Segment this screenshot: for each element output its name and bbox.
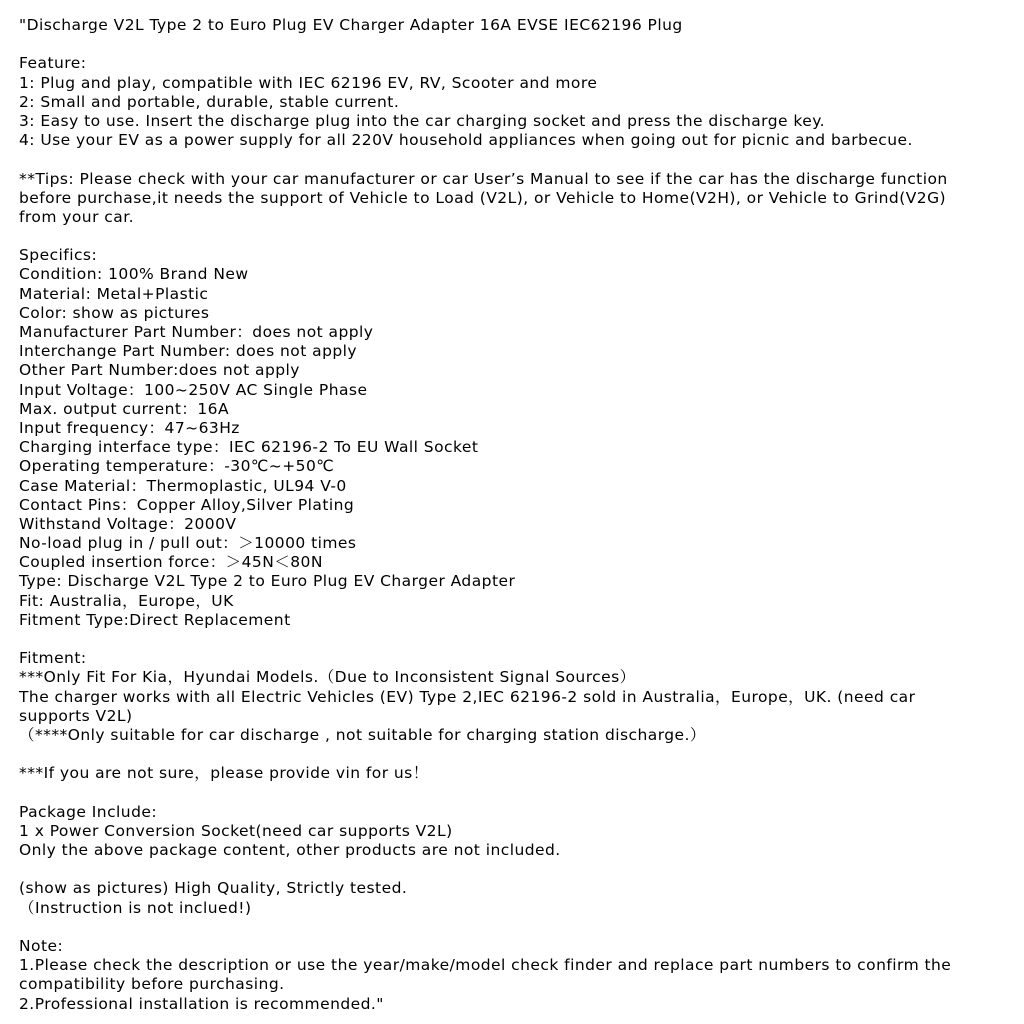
tips-line: before purchase,it needs the support of Vehicle to Load (V2L), or Vehicle to Home(V2H), or Vehicle to Grind(V2G) [19, 188, 947, 207]
package-heading: Package Include: [19, 802, 158, 821]
spacer [19, 784, 1009, 803]
spacer [19, 918, 1009, 937]
product-description [19, 16, 1009, 1014]
spacer [19, 150, 1009, 169]
fitment-line: The charger works with all Electric Vehicles (EV) Type 2,IEC 62196-2 sold in Australia，Europe，UK. (need car [19, 687, 916, 706]
fitment-line: supports V2L) [19, 706, 133, 725]
feature-heading: Feature: [19, 54, 87, 73]
package-line: Only the above package content, other products are not included. [19, 841, 561, 860]
spec-item: Color: show as pictures [19, 303, 210, 322]
feature-item: 1: Plug and play, compatible with IEC 62196 EV, RV, Scooter and more [19, 73, 598, 92]
spec-item: Coupled insertion force：＞45N＜80N [19, 553, 323, 572]
spec-item: Input Voltage：100~250V AC Single Phase [19, 380, 368, 399]
spec-item: Operating temperature：-30℃~+50℃ [19, 457, 335, 476]
spec-item: Charging interface type：IEC 62196-2 To EU Wall Socket [19, 438, 479, 457]
spec-item: Manufacturer Part Number：does not apply [19, 323, 374, 341]
note-line: 2.Professional installation is recommended." [19, 994, 384, 1013]
note-line: 1.Please check the description or use the year/make/model check finder and replace part numbers to confirm the [19, 956, 952, 975]
spec-item: Type: Discharge V2L Type 2 to Euro Plug EV Charger Adapter [19, 572, 516, 591]
product-title: "Discharge V2L Type 2 to Euro Plug EV Charger Adapter 16A EVSE IEC62196 Plug [19, 16, 683, 34]
spec-item: Max. output current：16A [19, 399, 230, 418]
spacer [19, 630, 1009, 649]
spec-item: No-load plug in / pull out：＞10000 times [19, 534, 357, 553]
spec-item: Material: Metal+Plastic [19, 284, 209, 303]
spec-item: Fit: Australia，Europe，UK [19, 591, 234, 610]
fitment-line: （****Only suitable for car discharge , not suitable for charging station discharge.） [19, 725, 706, 744]
specifics-heading: Specifics: [19, 246, 98, 265]
package-line: 1 x Power Conversion Socket(need car supports V2L) [19, 821, 453, 840]
fitment-line: ***Only Fit For Kia，Hyundai Models.（Due to Inconsistent Signal Sources） [19, 668, 636, 687]
note-heading: Note: [19, 937, 64, 955]
quality-line: （Instruction is not inclued!) [19, 898, 252, 917]
vin-note: ***If you are not sure，please provide vin for us！ [19, 764, 429, 783]
feature-item: 4: Use your EV as a power supply for all 220V household appliances when going out for picnic and barbecue. [19, 131, 913, 150]
spec-item: Other Part Number:does not apply [19, 361, 300, 380]
spacer [19, 227, 1009, 246]
spec-item: Case Material：Thermoplastic, UL94 V-0 [19, 476, 347, 495]
spec-item: Withstand Voltage：2000V [19, 514, 237, 533]
spacer [19, 35, 1009, 54]
spec-item: Fitment Type:Direct Replacement [19, 610, 291, 629]
spec-item: Contact Pins：Copper Alloy,Silver Plating [19, 495, 355, 514]
spacer [19, 745, 1009, 764]
quality-line: (show as pictures) High Quality, Strictly tested. [19, 879, 408, 898]
tips-line: from your car. [19, 207, 134, 226]
feature-item: 3: Easy to use. Insert the discharge plug into the car charging socket and press the discharge key. [19, 111, 826, 130]
note-line: compatibility before purchasing. [19, 975, 285, 994]
spec-item: Input frequency：47~63Hz [19, 418, 240, 437]
spec-item: Interchange Part Number: does not apply [19, 342, 358, 361]
spacer [19, 860, 1009, 879]
feature-item: 2: Small and portable, durable, stable current. [19, 92, 400, 111]
tips-line: **Tips: Please check with your car manufacturer or car User’s Manual to see if the car has the discharge function [19, 169, 948, 188]
spec-item: Condition: 100% Brand New [19, 265, 249, 284]
fitment-heading: Fitment: [19, 649, 87, 668]
